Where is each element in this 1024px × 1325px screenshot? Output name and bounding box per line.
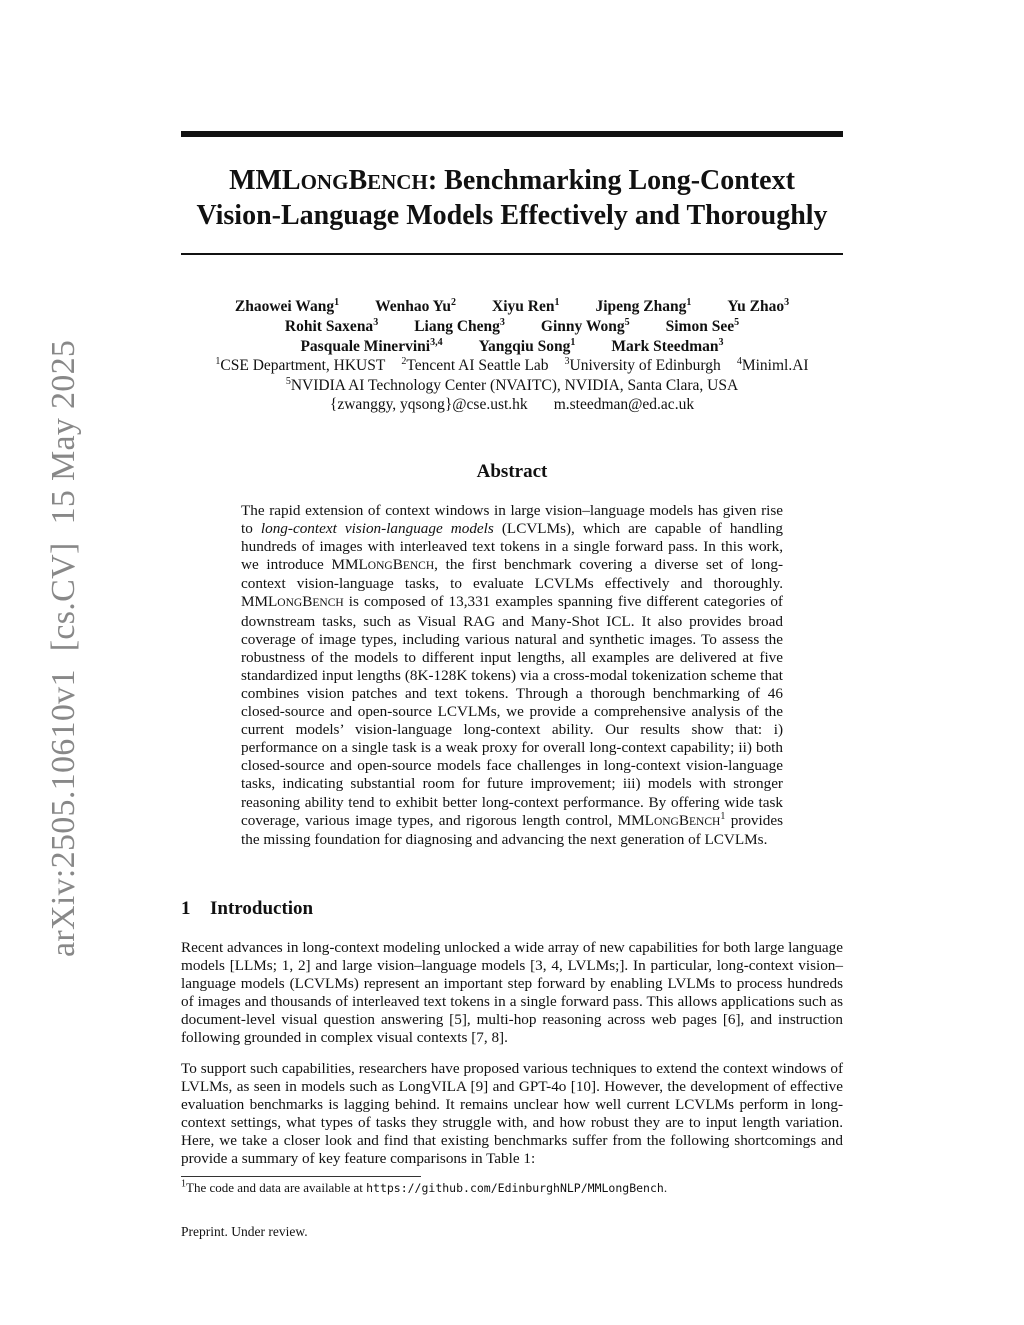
- preprint-notice: Preprint. Under review.: [181, 1224, 308, 1239]
- arxiv-category: [cs.CV]: [45, 542, 82, 652]
- email-2: m.steedman@ed.ac.uk: [553, 396, 695, 413]
- arxiv-sidebar: [45, 340, 83, 957]
- footnote-rule: [181, 1176, 421, 1177]
- author-row-1: [181, 298, 843, 316]
- intro-paragraph-1: Recent advances in long-context modeling unlocked a wide array of new capabilities for both large language models [LLMs; 1, 2] and large vision–language models [3, 4, LVLMs;]. In particular, long-context vision–language models (LCVLMs) represent an important step forward by enabling LVLMs to process hundreds of images and thousands of interleaved text tokens in a single forward pass. This allows applications such as document-level visual question answering [5], multi-hop reasoning across web pages [6], and instruction following grounded in complex visual contexts [7, 8].: [181, 939, 843, 1047]
- code-url-link[interactable]: https://github.com/EdinburghNLP/MMLongBench: [366, 1181, 664, 1195]
- author: Ginny Wong$^5$: [540, 316, 630, 335]
- author: Simon See$^5$: [665, 316, 740, 335]
- benchmark-name: MMLONGBENCH: [331, 556, 435, 574]
- footnote-marker: 1: [720, 810, 726, 822]
- author-row-2: [181, 318, 843, 336]
- paper-title: [181, 164, 843, 232]
- title-line-1: MMLONGBENCH: Benchmarking Long-Context: [229, 165, 795, 196]
- title-bottom-rule: [181, 253, 843, 255]
- author: Jipeng Zhang$^1$: [595, 296, 692, 315]
- author: Rohit Saxena$^3$: [284, 316, 379, 335]
- arxiv-id: arXiv:2505.10610v1: [45, 669, 82, 957]
- abstract-heading: Abstract: [476, 461, 548, 482]
- author: Wenhao Yu$^2$: [375, 296, 457, 315]
- benchmark-name: MMLONGBENCH: [241, 593, 344, 611]
- author: Yangqiu Song$^1$: [478, 336, 576, 355]
- affiliation-row-2: $^5$NVIDIA AI Technology Center (NVAITC), NVIDIA, Santa Clara, USA: [285, 375, 739, 394]
- affiliation-row-1: [181, 357, 843, 375]
- arxiv-date: 15 May 2025: [45, 339, 82, 525]
- footnote: $^1$The code and data are available at https://github.com/EdinburghNLP/MMLongBench.: [181, 1178, 668, 1195]
- email-1: {zwanggy, yqsong}@cse.ust.hk: [329, 396, 528, 413]
- author: Xiyu Ren$^1$: [492, 296, 560, 315]
- abstract-body: The rapid extension of context windows in large vision–language models has given rise to long-context vision-language models (LCVLMs), which are capable of handling hundreds of images with interleaved text tokens in a single forward pass. In this work, we introduce MMLONGBENCH, the first benchmark covering a diverse set of long-context vision-language tasks, to evaluate LCVLMs effectively and thoroughly. MMLONGBENCH is composed of 13,331 examples spanning five different categories of downstream tasks, such as Visual RAG and Many-Shot ICL. It also provides broad coverage of image types, including various natural and synthetic images. To assess the robustness of the models to different input lengths, all examples are delivered at five standardized input lengths (8K-128K tokens) via a cross-modal tokenization scheme that combines vision patches and text tokens. Through a thorough benchmarking of 46 closed-source and open-source LCVLMs, we provide a comprehensive analysis of the current models’ vision-language long-context ability. Our results show that: i) performance on a single task is a weak proxy for overall long-context capability; ii) both closed-source and open-source models face challenges in long-context vision-language tasks, indicating substantial room for future improvement; iii) models with stronger reasoning ability tend to exhibit better long-context performance. By offering wide task coverage, various image types, and rigorous length control, MMLONGBENCH$^1$ provides the missing foundation for diagnosing and advancing the next generation of LCVLMs.: [241, 502, 784, 848]
- author: Zhaowei Wang$^1$: [234, 296, 340, 315]
- benchmark-name: MMLONGBENCH: [617, 811, 721, 829]
- author: Mark Steedman$^3$: [611, 336, 724, 355]
- author-row-3: [181, 338, 843, 356]
- intro-paragraph-2: To support such capabilities, researchers have proposed various techniques to extend the context windows of LVLMs, as seen in models such as LongVILA [9] and GPT-4o [10]. However, the development of effective evaluation benchmarks is lagging behind. It remains unclear how well current LCVLMs perform in long-context settings, what types of tasks they struggle with, and how robust they are to input length variation. Here, we take a closer look and find that existing benchmarks suffer from the following shortcomings and provide a summary of key feature comparisons in Table 1:: [181, 1060, 843, 1168]
- section-heading-introduction: 1 Introduction: [181, 898, 314, 919]
- title-line-2: Vision-Language Models Effectively and Thoroughly: [196, 200, 828, 231]
- author: Yu Zhao$^3$: [727, 296, 790, 315]
- affiliation: $^1$CSE Department, HKUST: [215, 355, 386, 374]
- author-emails: [181, 396, 843, 414]
- author: Liang Cheng$^3$: [414, 316, 505, 335]
- author: Pasquale Minervini$^{3,4}$: [300, 336, 443, 355]
- affiliation: $^4$Miniml.AI: [736, 355, 809, 374]
- affiliation: $^3$University of Edinburgh: [564, 355, 721, 374]
- affiliation: $^2$Tencent AI Seattle Lab: [401, 355, 549, 374]
- title-top-rule: [181, 131, 843, 137]
